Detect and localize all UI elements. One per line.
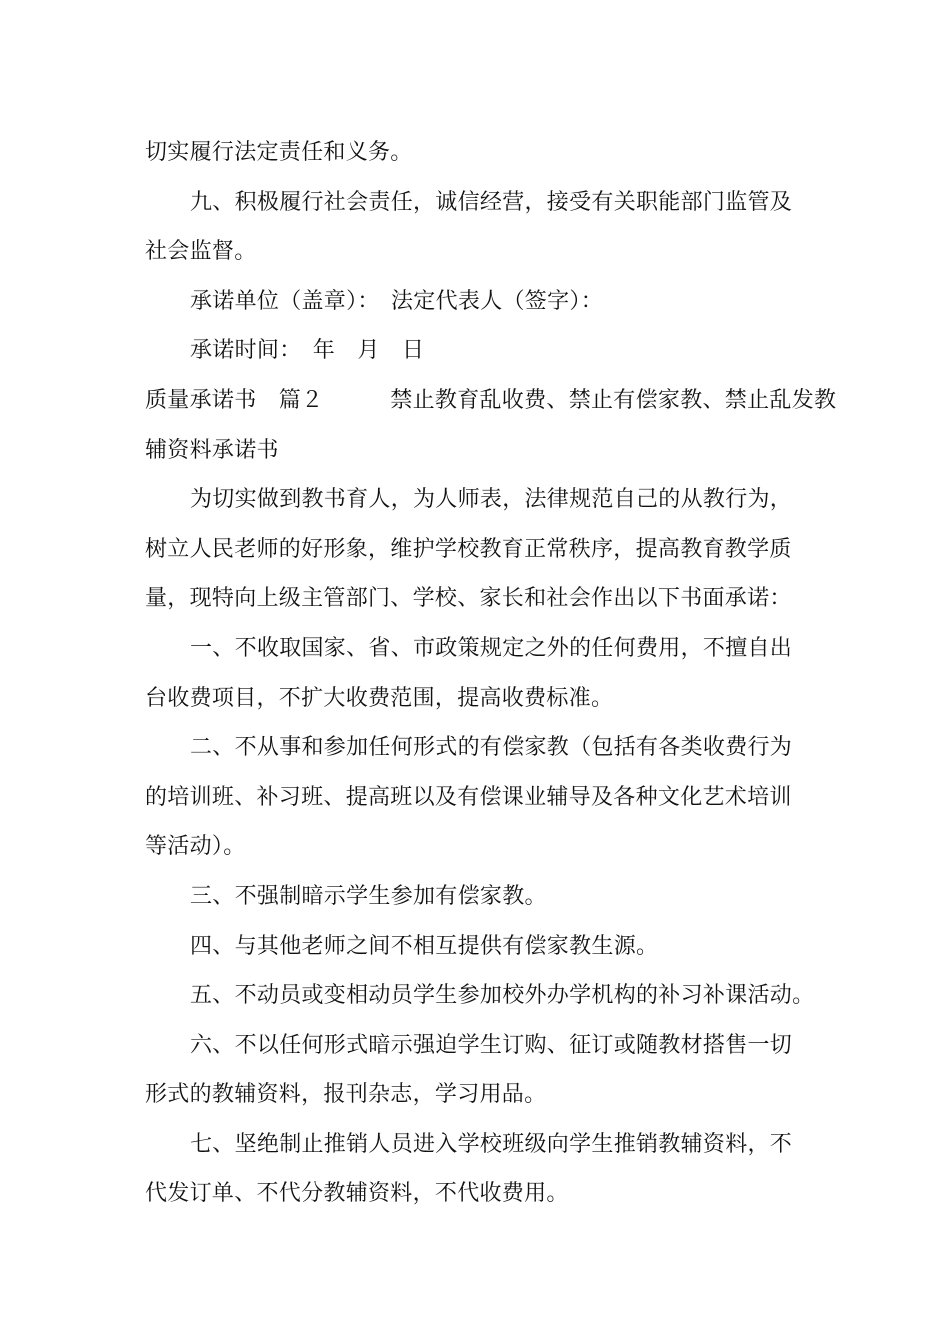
- item-2-line-2: 的培训班、补习班、提高班以及有偿课业辅导及各种文化艺术培训: [145, 784, 792, 810]
- item-1-line-2: 台收费项目，不扩大收费范围，提高收费标准。: [145, 685, 614, 711]
- item-9-line-1: 九、积极履行社会责任，诚信经营，接受有关职能部门监管及: [190, 189, 793, 215]
- intro-line-2: 树立人民老师的好形象，维护学校教育正常秩序，提高教育教学质: [145, 536, 792, 562]
- item-3-line-1: 三、不强制暗示学生参加有偿家教。: [190, 883, 547, 909]
- document-page: [145, 128, 837, 1219]
- intro-line-1: 为切实做到教书育人，为人师表，法律规范自己的从教行为，: [190, 487, 793, 513]
- item-9-line-2: 社会监督。: [145, 239, 257, 265]
- intro-line-3: 量，现特向上级主管部门、学校、家长和社会作出以下书面承诺：: [145, 586, 792, 612]
- date-line: 承诺时间： 年 月 日: [190, 338, 425, 364]
- section-title-line-1: 质量承诺书 篇２ 禁止教育乱收费、禁止有偿家教、禁止乱发教: [145, 387, 837, 413]
- item-4-line-1: 四、与其他老师之间不相互提供有偿家教生源。: [190, 933, 659, 959]
- signature-line: 承诺单位（盖章）： 法定代表人（签字）：: [190, 288, 604, 314]
- section-title-line-2: 辅资料承诺书: [145, 437, 279, 463]
- item-5-line-1: 五、不动员或变相动员学生参加校外办学机构的补习补课活动。: [190, 983, 815, 1009]
- item-7-line-1: 七、坚绝制止推销人员进入学校班级向学生推销教辅资料，不: [190, 1131, 793, 1157]
- text-line-1: 切实履行法定责任和义务。: [145, 140, 413, 165]
- item-7-line-2: 代发订单、不代分教辅资料，不代收费用。: [145, 1181, 569, 1207]
- item-6-line-2: 形式的教辅资料，报刊杂志，学习用品。: [145, 1082, 547, 1108]
- item-1-line-1: 一、不收取国家、省、市政策规定之外的任何费用，不擅自出: [190, 635, 793, 661]
- item-2-line-1: 二、不从事和参加任何形式的有偿家教（包括有各类收费行为: [190, 735, 793, 761]
- item-6-line-1: 六、不以任何形式暗示强迫学生订购、征订或随教材搭售一切: [190, 1032, 793, 1058]
- item-2-line-3: 等活动）。: [145, 834, 246, 860]
